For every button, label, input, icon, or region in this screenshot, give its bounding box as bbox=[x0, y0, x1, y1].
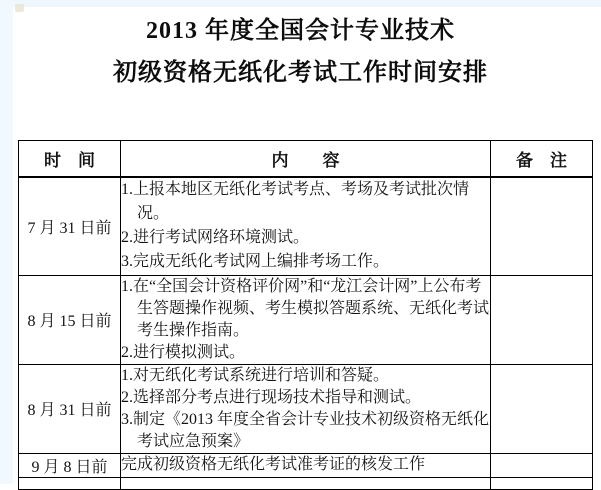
table-row-july31 bbox=[19, 177, 593, 275]
table-row-aug31 bbox=[19, 364, 593, 453]
header-row bbox=[19, 141, 593, 178]
column-header-time: 时 间 bbox=[19, 141, 121, 178]
time-cell bbox=[19, 477, 121, 489]
note-cell bbox=[491, 364, 593, 453]
schedule-table bbox=[18, 140, 593, 490]
time-cell: 9 月 8 日前 bbox=[19, 453, 121, 477]
content-cell bbox=[121, 453, 491, 477]
content-item: 2.进行考试网络环境测试。 bbox=[121, 229, 310, 247]
document-title-line2: 初级资格无纸化考试工作时间安排 bbox=[113, 60, 488, 86]
content-item: 完成初级资格无纸化考试准考证的核发工作 bbox=[121, 456, 426, 473]
document-title bbox=[0, 10, 601, 94]
document-title-line1: 2013 年度全国会计专业技术 bbox=[146, 18, 455, 44]
content-item: 2.进行模拟测试。 bbox=[121, 343, 246, 361]
note-cell bbox=[491, 477, 593, 489]
column-header-note: 备 注 bbox=[491, 141, 593, 178]
time-cell: 7 月 31 日前 bbox=[19, 177, 121, 275]
time-cell: 8 月 15 日前 bbox=[19, 275, 121, 364]
content-item: 3.完成无纸化考试网上编排考场工作。 bbox=[121, 253, 390, 271]
content-cell bbox=[121, 275, 491, 364]
table-row-sep8 bbox=[19, 453, 593, 477]
note-cell bbox=[491, 177, 593, 275]
content-cell bbox=[121, 364, 491, 453]
content-item: 1.在“全国会计资格评价网”和“龙江会计网”上公布考生答题操作视频、考生模拟答题系统、无纸化考试考生操作指南。 bbox=[121, 277, 490, 339]
content-cell bbox=[121, 477, 491, 489]
note-cell bbox=[491, 275, 593, 364]
content-item: 2.选择部分考点进行现场技术指导和测试。 bbox=[121, 388, 422, 406]
time-cell: 8 月 31 日前 bbox=[19, 364, 121, 453]
content-item: 1.对无纸化考试系统进行培训和答疑。 bbox=[121, 366, 390, 384]
scan-edge-top-strip bbox=[0, 0, 601, 7]
table-row-aug15 bbox=[19, 275, 593, 364]
content-item: 1.上报本地区无纸化考试考点、考场及考试批次情况。 bbox=[121, 181, 470, 223]
note-cell bbox=[491, 453, 593, 477]
column-header-content: 内 容 bbox=[121, 141, 491, 178]
content-cell bbox=[121, 177, 491, 275]
content-item: 3.制定《2013 年度全省会计专业技术初级资格无纸化考试应急预案》 bbox=[121, 410, 490, 450]
table-row-clipped bbox=[19, 477, 593, 489]
